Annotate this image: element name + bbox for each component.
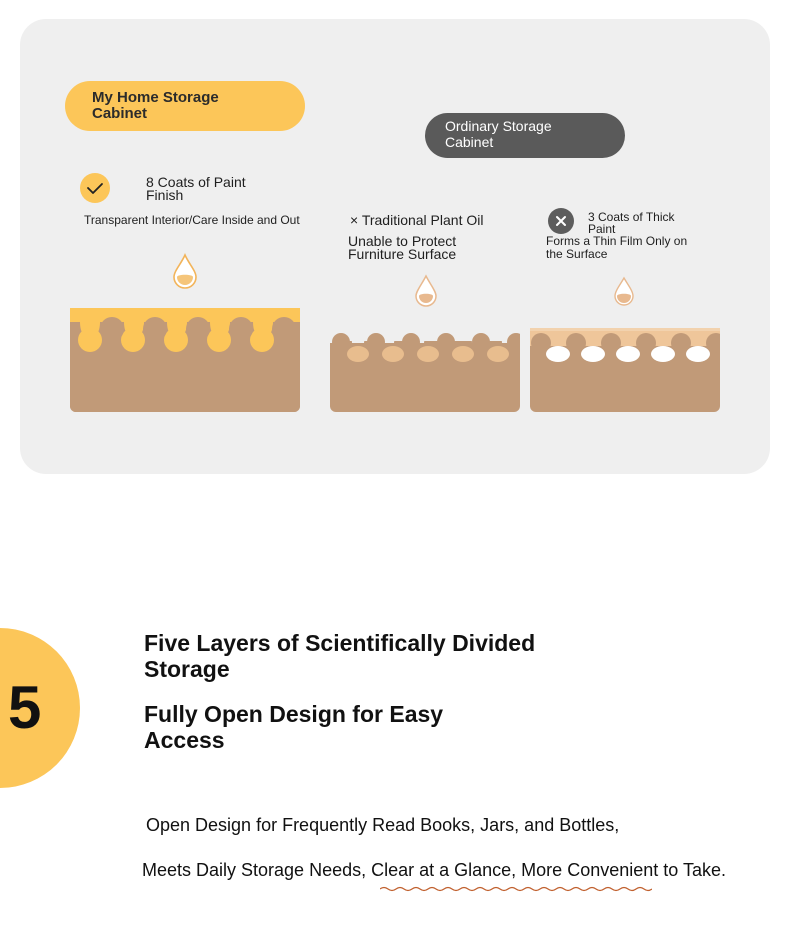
cross-icon [548,208,574,234]
my-home-cabinet-label: My Home Storage Cabinet [92,89,219,122]
feature-number: 5 [8,674,42,741]
body-line-2: Meets Daily Storage Needs, Clear at a Glance, More Convenient to Take. [142,860,726,880]
paint-finish-desc: Transparent Interior/Care Inside and Out [84,213,300,227]
thick-paint-desc: Forms a Thin Film Only on the Surface [546,234,688,261]
paint-drop-icon [612,275,636,308]
thick-paint-wood-illustration [530,328,720,412]
water-drop-icon [171,252,199,290]
my-home-cabinet-badge [65,81,305,131]
oil-drop-icon [413,273,439,309]
body-line-1: Open Design for Frequently Read Books, Jars, and Bottles, [146,815,620,835]
ordinary-cabinet-badge [425,113,625,158]
check-icon [80,173,110,203]
eight-coat-wood-illustration [70,308,300,412]
plant-oil-title: × Traditional Plant Oil [350,212,484,228]
headline-storage: Five Layers of Scientifically Divided Storage [144,630,536,682]
plant-oil-wood-illustration [330,333,520,412]
thick-paint-title: 3 Coats of Thick Paint [588,210,675,236]
paint-finish-title: 8 Coats of Paint Finish [146,174,246,203]
wavy-underline [380,886,652,892]
ordinary-cabinet-label: Ordinary Storage Cabinet [445,118,552,150]
headline-open-design: Fully Open Design for Easy Access [144,701,444,753]
plant-oil-desc: Unable to Protect Furniture Surface [348,233,457,262]
